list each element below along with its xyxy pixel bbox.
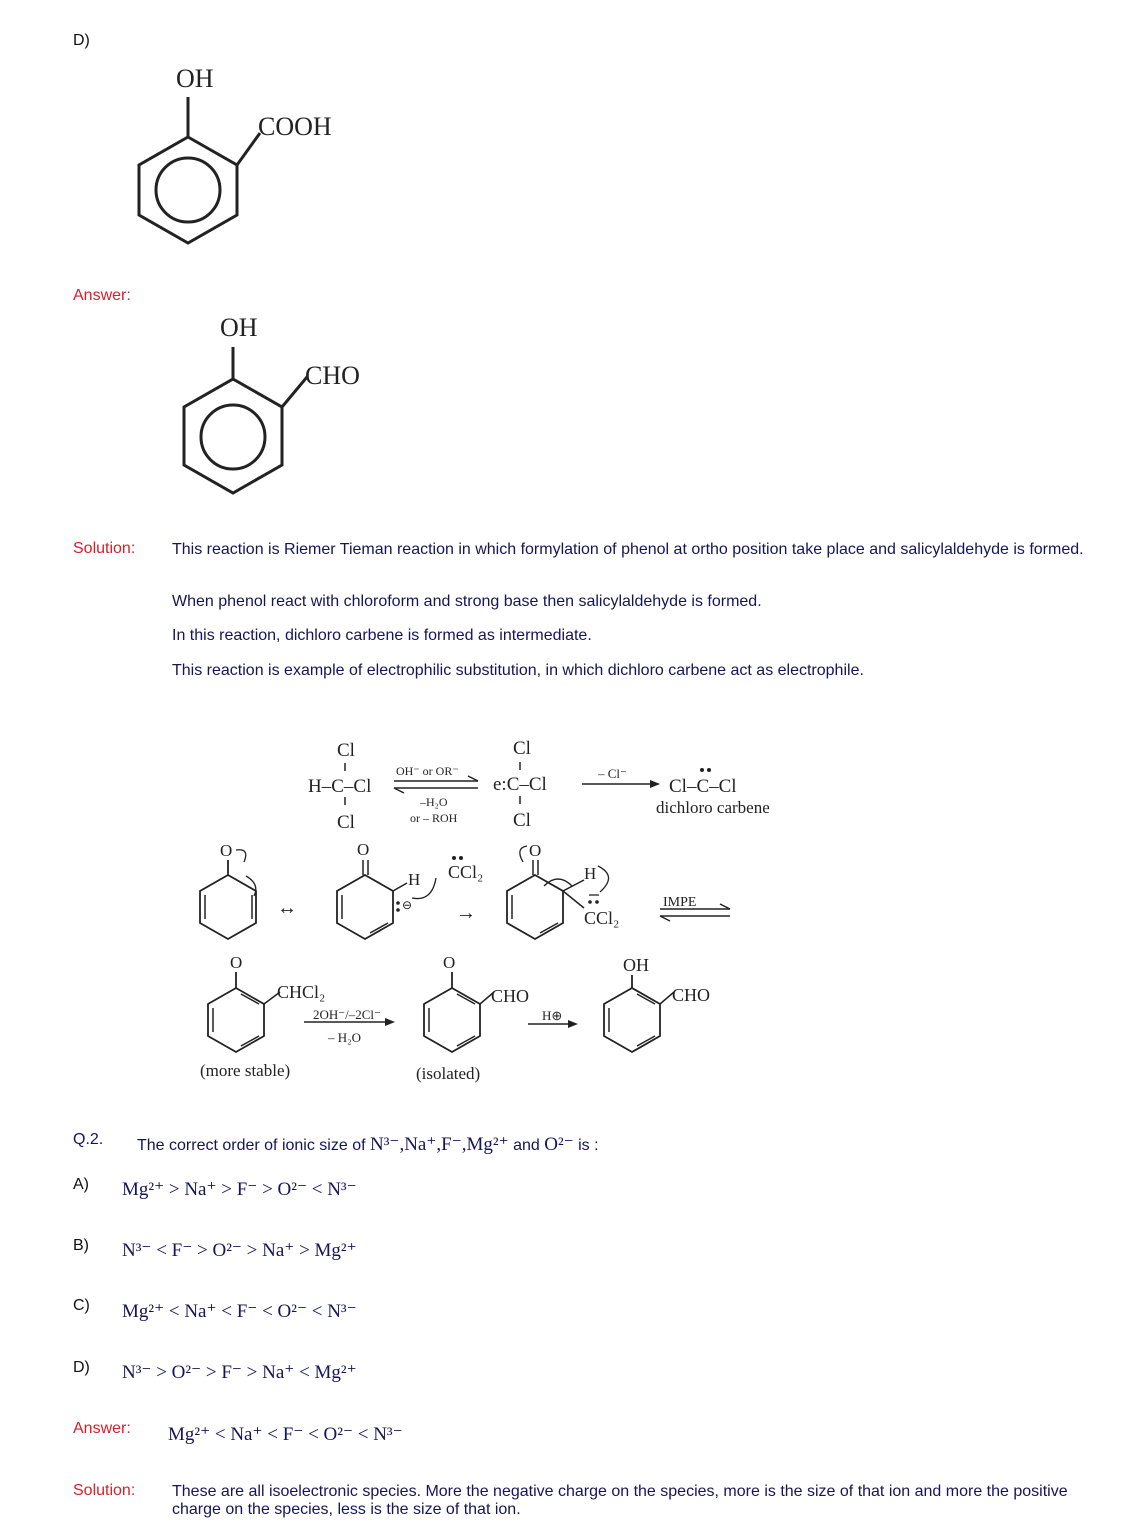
mech-impe: IMPE — [663, 895, 697, 910]
mech-ccl2-1: CCl₂ — [448, 862, 484, 882]
reimer-tiemann-mechanism — [180, 730, 820, 1100]
mech-o-2: O — [529, 841, 542, 860]
q2-option-d-text: N³⁻ > O²⁻ > F⁻ > Na⁺ < Mg²⁺ — [122, 1362, 357, 1383]
mech-chcl2: CHCl₂ — [277, 982, 326, 1002]
mech-cl-top: Cl — [337, 740, 355, 761]
mech-resonance-arrow: ↔ — [277, 897, 297, 919]
mech-o-1: O — [357, 840, 370, 859]
mech-reagent-bottom2: or – ROH — [410, 811, 458, 825]
struct1-group: COOH — [258, 112, 332, 141]
struct2-oh: OH — [220, 313, 258, 342]
salicylic-acid-structure — [120, 55, 360, 255]
mech-anion-cl-bottom: Cl — [513, 810, 531, 831]
q2-option-a-label: A) — [73, 1176, 89, 1193]
mech-carbene: Cl–C–Cl — [669, 776, 737, 797]
mech-more-stable: (more stable) — [200, 1061, 291, 1080]
q2-question-species: N³⁻,Na⁺,F⁻,Mg²⁺ — [370, 1134, 509, 1155]
struct2-group: CHO — [305, 361, 360, 390]
q2-answer-label: Answer: — [73, 1420, 131, 1437]
solution-1-label: Solution: — [73, 540, 136, 557]
mech-cho-2: CHO — [672, 985, 711, 1005]
mech-reagent-top: OH⁻ or OR⁻ — [396, 764, 459, 778]
q2-option-b-label: B) — [73, 1237, 89, 1254]
mech-oh-final: OH — [623, 955, 649, 975]
q2-option-a-text: Mg²⁺ > Na⁺ > F⁻ > O²⁻ < N³⁻ — [122, 1179, 357, 1200]
solution-1-line-3: In this reaction, dichloro carbene is formed as intermediate. — [172, 627, 592, 644]
mech-anion: e:C–Cl — [493, 774, 547, 795]
mech-o-minus-4: O — [443, 953, 456, 972]
q2-question-prefix: The correct order of ionic size of — [137, 1137, 366, 1154]
q2-number: Q.2. — [73, 1131, 104, 1148]
q2-answer-text: Mg²⁺ < Na⁺ < F⁻ < O²⁻ < N³⁻ — [168, 1424, 403, 1445]
solution-1-line-1: This reaction is Riemer Tieman reaction in which formylation of phenol at ortho position take place and salicylaldehyde is formed. — [172, 541, 1084, 558]
q2-question-last: O²⁻ — [544, 1134, 574, 1155]
mech-h-2: H — [584, 864, 597, 883]
q2-question-suffix: is : — [578, 1137, 599, 1154]
mech-ccl2-2: CCl₂ — [584, 908, 620, 928]
mech-h-plus: H⊕ — [542, 1008, 563, 1023]
q2-question-and: and — [513, 1137, 540, 1154]
mech-o-minus-3: O — [230, 953, 243, 972]
salicylaldehyde-structure — [165, 305, 385, 505]
q2-option-c-label: C) — [73, 1297, 90, 1314]
solution-1-line-2: When phenol react with chloroform and strong base then salicylaldehyde is formed. — [172, 593, 762, 610]
mech-step-top: 2OH⁻/–2Cl⁻ — [313, 1007, 381, 1022]
q2-solution-text: These are all isoelectronic species. More the negative charge on the species, more is the size of that ion and more the positive charge on the species, less is the size of that ion. — [172, 1483, 1068, 1518]
q2-option-b-text: N³⁻ < F⁻ > O²⁻ > Na⁺ > Mg²⁺ — [122, 1240, 357, 1261]
mech-h-1: H — [408, 870, 421, 889]
mech-minus-cl: – Cl⁻ — [598, 766, 627, 781]
mech-cl-bottom: Cl — [337, 812, 355, 833]
mech-anion-cl-top: Cl — [513, 738, 531, 759]
mech-arrow-2: → — [456, 902, 476, 924]
q2-option-d-label: D) — [73, 1359, 90, 1376]
answer-1-label: Answer: — [73, 287, 131, 304]
option-d-label: D) — [73, 32, 90, 49]
q2-option-c-text: Mg²⁺ < Na⁺ < F⁻ < O²⁻ < N³⁻ — [122, 1301, 357, 1322]
mech-isolated: (isolated) — [416, 1064, 481, 1083]
mech-step-bottom: – H₂O — [328, 1030, 362, 1045]
mech-o-minus-1: O — [220, 841, 233, 860]
struct1-oh: OH — [176, 64, 214, 93]
mech-carbanion-charge: ⊖ — [402, 898, 413, 912]
q2-question — [137, 1133, 599, 1156]
mech-carbene-name: dichloro carbene — [656, 798, 770, 817]
solution-1-line-4: This reaction is example of electrophilic substitution, in which dichloro carbene act as electrophile. — [172, 662, 864, 679]
mech-hccl: H–C–Cl — [308, 776, 372, 797]
q2-solution-label: Solution: — [73, 1482, 136, 1499]
mech-cho-1: CHO — [491, 986, 530, 1006]
mech-reagent-bottom1: –H₂O — [420, 795, 448, 809]
